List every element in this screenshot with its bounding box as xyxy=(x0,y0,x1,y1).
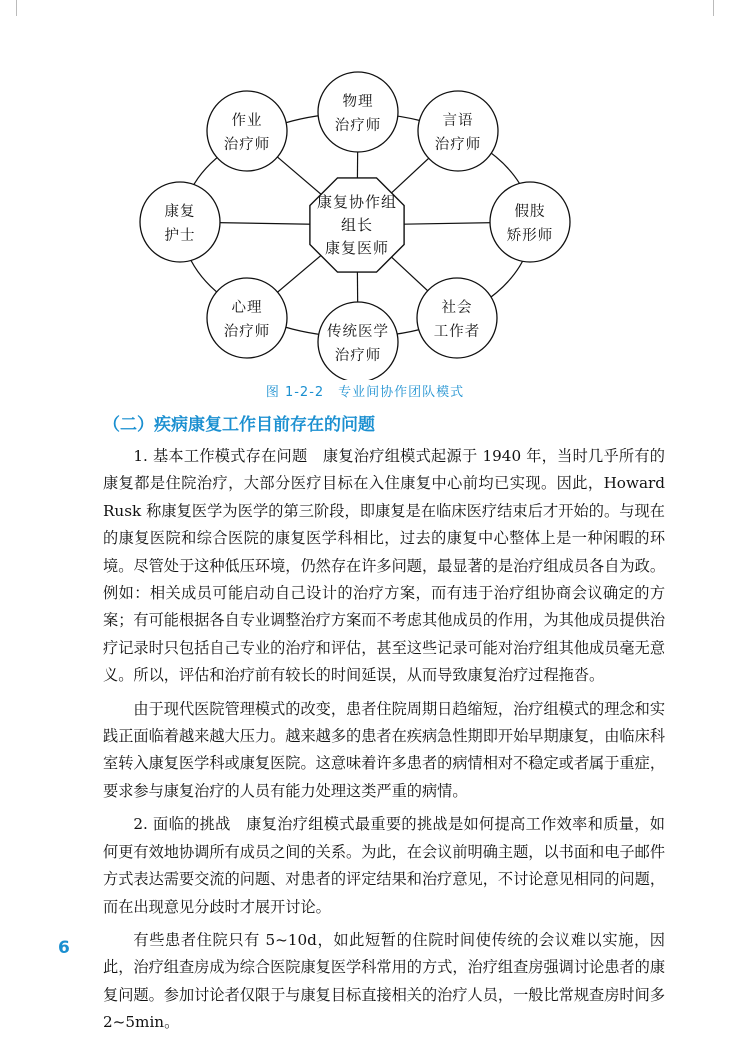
node-social xyxy=(417,278,497,358)
section-heading: （二）疾病康复工作目前存在的问题 xyxy=(103,415,375,435)
node-label: 治疗师 xyxy=(223,324,271,340)
paragraph-4: 有些患者住院只有 5~10d，如此短暂的住院时间使传统的会议难以实施，因此，治疗组查房成为综合医院康复医学科常用的方式，治疗组查房强调讨论患者的康复问题。参加讨论者仅限于与康复目标直接相关的治疗人员，一般比常规查房时间多 2~5min。 xyxy=(103,930,665,1032)
node-occupational xyxy=(207,91,287,171)
node-label: 假肢 xyxy=(514,204,546,220)
node-label: 护士 xyxy=(164,228,196,244)
center-label: 康复协作组 xyxy=(316,193,398,211)
node-label: 言语 xyxy=(442,113,474,129)
center-node xyxy=(310,178,404,272)
node-speech xyxy=(418,91,498,171)
node-circle xyxy=(490,182,570,262)
node-label: 心理 xyxy=(231,300,263,316)
node-nurse xyxy=(140,182,220,262)
body-text xyxy=(103,443,665,1037)
node-label: 治疗师 xyxy=(223,137,271,153)
node-label: 治疗师 xyxy=(434,137,482,153)
node-label: 作业 xyxy=(231,113,263,129)
team-collaboration-diagram xyxy=(0,0,730,380)
paragraph-3: 2. 面临的挑战 康复治疗组模式最重要的挑战是如何提高工作效率和质量，如何更有效地协调所有成员之间的关系。为此，在会议前明确主题，以书面和电子邮件方式表达需要交流的问题、对患者的评定结果和治疗意见，不讨论意见相同的问题，而在出现意见分歧时才展开讨论。 xyxy=(103,815,665,916)
node-prosthetist xyxy=(490,182,570,262)
node-circle xyxy=(140,182,220,262)
node-psych xyxy=(207,278,287,358)
node-label: 传统医学 xyxy=(327,324,389,340)
node-label: 康复 xyxy=(164,204,196,220)
node-label: 社会 xyxy=(441,300,473,316)
node-physical xyxy=(318,72,398,152)
node-label: 工作者 xyxy=(433,324,481,340)
figure-caption: 图 1-2-2 专业间协作团队模式 xyxy=(265,385,465,400)
node-label: 物理 xyxy=(342,94,374,110)
center-label: 康复医师 xyxy=(324,239,390,257)
node-label: 治疗师 xyxy=(334,118,382,134)
paragraph-2: 由于现代医院管理模式的改变，患者住院周期日趋缩短，治疗组模式的理念和实践正面临着越来越大压力。越来越多的患者在疾病急性期即开始早期康复，由临床科室转入康复医学科或康复医院。这意味着许多患者的病情相对不稳定或者属于重症，要求参与康复治疗的人员有能力处理这类严重的病情。 xyxy=(103,699,665,800)
paragraph-1: 1. 基本工作模式存在问题 康复治疗组模式起源于 1940 年，当时几乎所有的康复都是住院治疗，大部分医疗目标在入住康复中心前均已实现。因此，Howard Rusk 称康复医学为医学的第三阶段，即康复是在临床医疗结束后才开始的。与现在的康复医院和综合医院的康复医学科相比，过去的康复中心整体上是一种闲暇的环境。尽管处于这种低压环境，仍然存在许多问题，最显著的是治疗组成员各自为政。例如：相关成员可能启动自己设计的治疗方案，而有违于治疗组协商会议确定的方案；有可能根据各自专业调整治疗方案而不考虑其他成员的作用，为其他成员提供治疗记录时只包括自己专业的治疗和评估，甚至这些记录可能对治疗组其他成员毫无意义。所以，评估和治疗前有较长的时间延误，从而导致康复治疗过程拖沓。 xyxy=(103,447,665,685)
node-label: 治疗师 xyxy=(334,348,382,364)
node-circle xyxy=(318,302,398,380)
node-circle xyxy=(207,91,287,171)
node-circle xyxy=(207,278,287,358)
center-label: 组长 xyxy=(340,216,374,234)
node-label: 矫形师 xyxy=(506,228,554,244)
node-circle xyxy=(318,72,398,152)
page-number: 6 xyxy=(58,938,70,958)
node-circle xyxy=(417,278,497,358)
node-tcm xyxy=(318,302,398,380)
node-circle xyxy=(418,91,498,171)
